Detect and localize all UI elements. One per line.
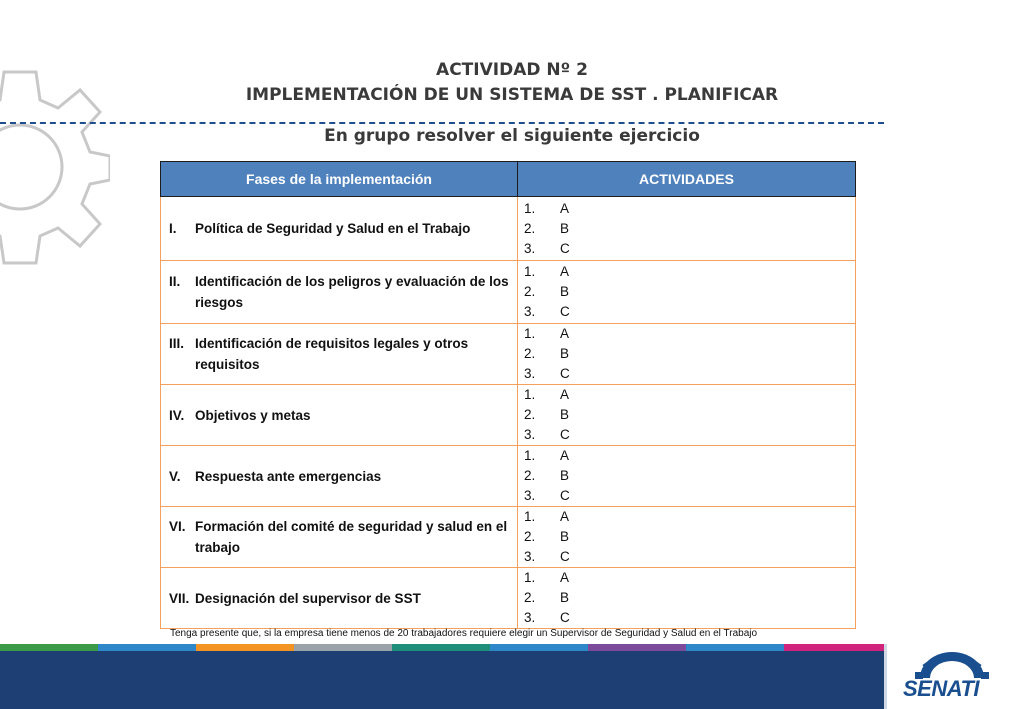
- activity-number: 3.: [524, 610, 536, 625]
- table-row: [161, 568, 856, 629]
- activity-item: [524, 262, 855, 282]
- color-stripe-segment: [0, 644, 98, 651]
- activity-item: [524, 527, 855, 547]
- phase-number: I.: [169, 221, 177, 236]
- activity-number: 3.: [524, 366, 536, 381]
- activities-cell: [518, 324, 856, 385]
- slide-subtitle: En grupo resolver el siguiente ejercicio: [324, 126, 700, 146]
- color-stripe-segment: [294, 644, 392, 651]
- activity-item: [524, 608, 855, 628]
- activities-cell: [518, 385, 856, 446]
- color-stripe-segment: [98, 644, 196, 651]
- activity-value: C: [560, 549, 570, 564]
- color-stripe-segment: [784, 644, 884, 651]
- activity-item: [524, 364, 855, 384]
- activity-value: A: [560, 264, 570, 279]
- table-row: [161, 446, 856, 507]
- activity-item: [524, 588, 855, 608]
- color-stripe-segment: [196, 644, 294, 651]
- phase-cell: [161, 446, 518, 507]
- color-stripe-segment: [392, 644, 490, 651]
- activity-item: [524, 446, 855, 466]
- activity-value: A: [560, 387, 570, 402]
- activity-value: C: [560, 488, 570, 503]
- activity-value: A: [560, 509, 570, 524]
- table-row: [161, 197, 856, 261]
- activities-cell: [518, 568, 856, 629]
- activity-value: A: [560, 570, 570, 585]
- senati-logo-text: SENATI: [903, 676, 980, 701]
- activity-number: 2.: [524, 220, 536, 236]
- activities-cell: [518, 446, 856, 507]
- activity-value: B: [560, 220, 570, 236]
- activity-number: 3.: [524, 488, 536, 503]
- footer-separator: [884, 644, 887, 709]
- activity-number: 1.: [524, 387, 536, 402]
- activity-item: [524, 344, 855, 364]
- phase-label: Formación del comité de seguridad y salud en el trabajo: [195, 519, 508, 555]
- activity-item: [524, 324, 855, 344]
- activities-cell: [518, 507, 856, 568]
- activity-value: B: [560, 468, 570, 483]
- table-body: [161, 197, 856, 629]
- activity-number: 2.: [524, 284, 536, 299]
- phase-label: Designación del supervisor de SST: [195, 590, 421, 606]
- activity-number: 3.: [524, 549, 536, 564]
- activity-number: 1.: [524, 448, 536, 463]
- dashed-divider: [0, 122, 884, 124]
- activities-cell: [518, 261, 856, 324]
- activity-number: 3.: [524, 427, 536, 442]
- color-stripe-segment: [588, 644, 686, 651]
- phase-label: Objetivos y metas: [195, 407, 311, 423]
- phase-cell: [161, 568, 518, 629]
- activity-item: [524, 568, 855, 588]
- activity-item: [524, 239, 855, 259]
- activity-item: [524, 507, 855, 527]
- slide-title: ACTIVIDAD Nº 2: [436, 60, 588, 80]
- phase-label: Identificación de requisitos legales y otros requisitos: [195, 336, 469, 372]
- slide-title-line2: IMPLEMENTACIÓN DE UN SISTEMA DE SST . PLANIFICAR: [245, 85, 779, 105]
- activity-item: [524, 385, 855, 405]
- phase-cell: [161, 507, 518, 568]
- header-activities: ACTIVIDADES: [518, 162, 856, 197]
- activity-value: B: [560, 346, 570, 361]
- activity-value: C: [560, 366, 570, 381]
- activity-value: B: [560, 407, 570, 422]
- activity-value: A: [560, 326, 570, 341]
- phase-cell: [161, 261, 518, 324]
- table-row: [161, 324, 856, 385]
- phase-number: VI.: [169, 519, 186, 534]
- phase-number: IV.: [169, 407, 185, 423]
- activity-value: C: [560, 427, 570, 442]
- table-header-row: [161, 162, 856, 197]
- activity-value: B: [560, 590, 570, 605]
- footnote: Tenga presente que, si la empresa tiene menos de 20 trabajadores requiere elegir un Supervisor de Seguridad y Salud en el Trabajo: [170, 628, 758, 639]
- activity-item: [524, 547, 855, 567]
- activity-value: B: [560, 284, 570, 299]
- activity-number: 2.: [524, 407, 536, 422]
- phase-label: Identificación de los peligros y evaluación de los riesgos: [195, 274, 509, 310]
- activity-value: A: [560, 200, 570, 216]
- phase-number: II.: [169, 274, 181, 289]
- activity-number: 1.: [524, 570, 536, 585]
- activity-item: [524, 199, 855, 219]
- activity-value: B: [560, 529, 570, 544]
- table-row: [161, 261, 856, 324]
- activity-number: 3.: [524, 304, 536, 319]
- activity-number: 3.: [524, 240, 536, 256]
- footer-band: [0, 651, 884, 709]
- activity-number: 1.: [524, 326, 536, 341]
- activity-value: C: [560, 610, 570, 625]
- activity-value: A: [560, 448, 570, 463]
- activity-number: 2.: [524, 529, 536, 544]
- phase-number: III.: [169, 336, 185, 351]
- phase-label: Política de Seguridad y Salud en el Trabajo: [195, 221, 471, 236]
- activity-number: 1.: [524, 200, 536, 216]
- activity-item: [524, 486, 855, 506]
- activity-item: [524, 302, 855, 322]
- activity-number: 2.: [524, 346, 536, 361]
- activity-item: [524, 282, 855, 302]
- phase-number: V.: [169, 468, 181, 484]
- color-stripe-segment: [490, 644, 588, 651]
- activity-number: 2.: [524, 468, 536, 483]
- table-row: [161, 507, 856, 568]
- activity-number: 1.: [524, 264, 536, 279]
- activity-item: [524, 425, 855, 445]
- activity-item: [524, 219, 855, 239]
- phase-cell: [161, 324, 518, 385]
- activity-value: C: [560, 304, 570, 319]
- phase-label: Respuesta ante emergencias: [195, 468, 382, 484]
- activity-number: 1.: [524, 509, 536, 524]
- phase-cell: [161, 385, 518, 446]
- color-stripe-segment: [686, 644, 784, 651]
- activity-value: C: [560, 240, 570, 256]
- activity-item: [524, 466, 855, 486]
- table-row: [161, 385, 856, 446]
- activities-cell: [518, 197, 856, 261]
- activity-item: [524, 405, 855, 425]
- phase-cell: [161, 197, 518, 261]
- header-phases: Fases de la implementación: [161, 162, 518, 197]
- phases-table: [160, 161, 856, 629]
- activity-number: 2.: [524, 590, 536, 605]
- phase-number: VII.: [169, 590, 190, 606]
